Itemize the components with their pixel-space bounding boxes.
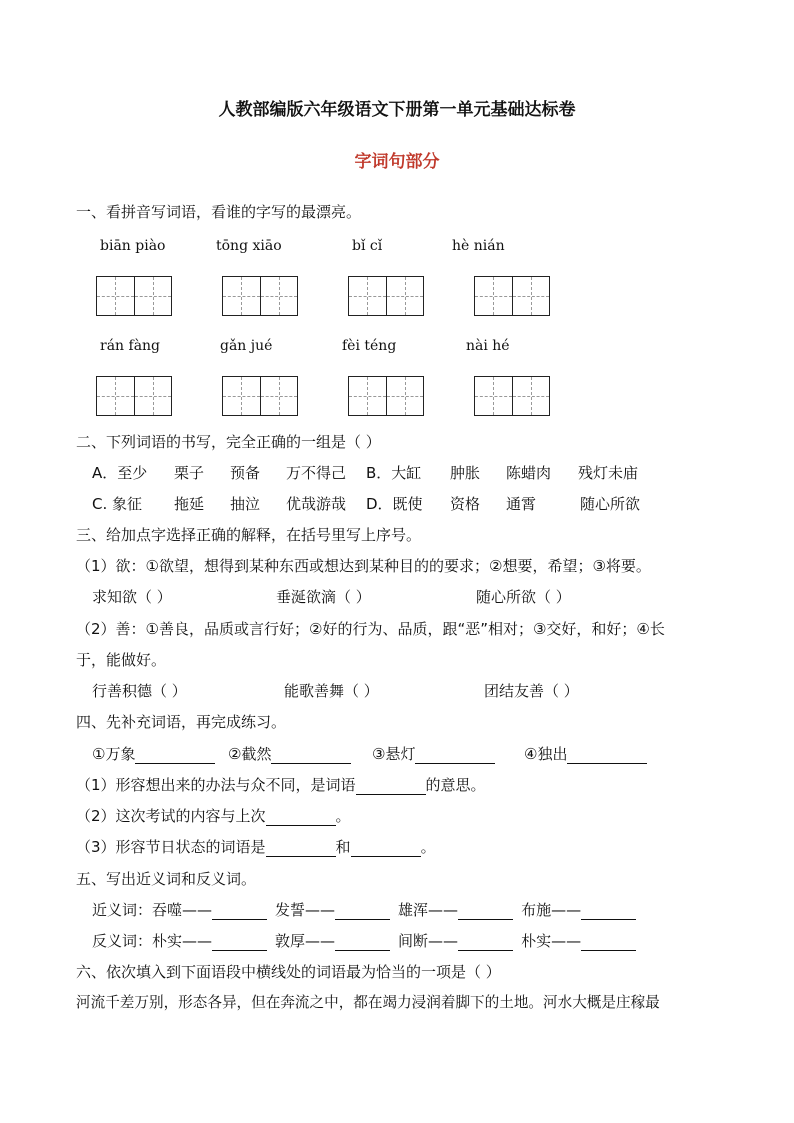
q2-word: 通霄	[506, 495, 537, 513]
row-label: 近义词：	[92, 901, 153, 919]
q2-heading: 二、下列词语的书写，完全正确的一组是（ ）	[76, 433, 381, 451]
q2-word: 陈蜡肉	[506, 464, 552, 482]
answer-blank[interactable]	[212, 903, 267, 920]
answer-blank[interactable]	[335, 903, 390, 920]
q4-heading: 四、先补充词语，再完成练习。	[76, 713, 287, 731]
page-title: 人教部编版六年级语文下册第一单元基础达标卷	[218, 100, 576, 120]
pinyin-label: rán fàng	[100, 338, 161, 354]
q2-word: 万不得己	[286, 464, 347, 482]
q5-heading: 五、写出近义词和反义词。	[76, 870, 257, 888]
section-subtitle: 字词句部分	[354, 152, 440, 172]
q4-word: ③悬灯	[372, 745, 416, 763]
pinyin-label: tōng xiāo	[216, 238, 282, 254]
q4-fill-item	[92, 744, 215, 764]
q3-part2-line1: （2）善：①善良，品质或言行好；②好的行为、品质，跟“恶”相对；③交好，和好；④长	[76, 620, 665, 638]
writing-grid[interactable]	[96, 376, 172, 416]
q4-fill-item	[228, 744, 351, 764]
q4-fill-item	[372, 744, 495, 764]
answer-blank[interactable]	[581, 934, 636, 951]
q2-word: 肿胀	[450, 464, 481, 482]
q3-item[interactable]: 随心所欲（ ）	[476, 588, 571, 606]
writing-grid[interactable]	[348, 276, 424, 316]
writing-grid[interactable]	[348, 376, 424, 416]
answer-blank[interactable]	[335, 934, 390, 951]
q2-option-d: D．既使	[366, 495, 423, 513]
q5-word: 布施——	[521, 901, 582, 919]
q5-word: 间断——	[398, 932, 459, 950]
writing-grid[interactable]	[96, 276, 172, 316]
pinyin-label: nài hé	[466, 338, 510, 354]
answer-blank[interactable]	[266, 809, 336, 826]
q5-word: 雄浑——	[398, 901, 459, 919]
q5-antonym-row	[92, 931, 636, 951]
q5-synonym-row	[92, 900, 636, 920]
answer-blank[interactable]	[266, 840, 336, 857]
sentence-text: 。	[335, 807, 351, 825]
sentence-text: （3）形容节日状态的词语是	[76, 838, 266, 856]
q4-word: ①万象	[92, 745, 136, 763]
q4-fill-item	[524, 744, 647, 764]
pinyin-label: gǎn jué	[220, 338, 273, 354]
q4-sentence-1	[76, 775, 486, 795]
q2-word: 栗子	[174, 464, 205, 482]
q3-item[interactable]: 求知欲（ ）	[92, 588, 172, 606]
row-label: 反义词：	[92, 932, 153, 950]
q2-option-b: B．大缸	[366, 464, 422, 482]
answer-blank[interactable]	[581, 903, 636, 920]
answer-blank[interactable]	[271, 747, 351, 764]
q4-word: ②截然	[228, 745, 272, 763]
q3-heading: 三、给加点字选择正确的解释，在括号里写上序号。	[76, 526, 422, 544]
q5-word: 敦厚——	[275, 932, 336, 950]
q6-passage: 河流千差万别，形态各异，但在奔流之中，都在竭力浸润着脚下的土地。河水大概是庄稼最	[76, 994, 660, 1011]
pinyin-label: fèi téng	[342, 338, 397, 354]
q4-sentence-3	[76, 837, 436, 857]
q3-part1: （1）欲：①欲望，想得到某种东西或想达到某种目的的要求；②想要，希望；③将要。	[76, 557, 651, 575]
q1-heading: 一、看拼音写词语，看谁的字写的最漂亮。	[76, 203, 362, 221]
q2-word: 随心所欲	[580, 495, 641, 513]
sentence-text: （2）这次考试的内容与上次	[76, 807, 266, 825]
q5-word: 吞噬——	[152, 901, 213, 919]
q4-word: ④独出	[524, 745, 568, 763]
q5-word: 朴实——	[521, 932, 582, 950]
answer-blank[interactable]	[567, 747, 647, 764]
q2-word: 资格	[450, 495, 481, 513]
sentence-text: 。	[420, 838, 436, 856]
writing-grid[interactable]	[474, 276, 550, 316]
writing-grid[interactable]	[474, 376, 550, 416]
pinyin-label: biān piào	[100, 238, 166, 254]
answer-blank[interactable]	[135, 747, 215, 764]
q2-word: 残灯未庙	[578, 464, 639, 482]
q3-item[interactable]: 能歌善舞（ ）	[284, 682, 379, 700]
answer-blank[interactable]	[458, 934, 513, 951]
answer-blank[interactable]	[356, 778, 426, 795]
pinyin-label: hè nián	[452, 238, 505, 254]
q2-word: 拖延	[174, 495, 205, 513]
q2-word: 抽泣	[230, 495, 261, 513]
answer-blank[interactable]	[415, 747, 495, 764]
answer-blank[interactable]	[351, 840, 421, 857]
q2-word: 优哉游哉	[286, 495, 347, 513]
sentence-text: 的意思。	[425, 776, 486, 794]
q6-heading: 六、依次填入到下面语段中横线处的词语最为恰当的一项是（ ）	[76, 963, 501, 981]
q3-part2-line2: 于，能做好。	[76, 651, 167, 669]
q2-word: 预备	[230, 464, 261, 482]
q4-sentence-2	[76, 806, 351, 826]
q2-option-c: C. 象征	[92, 495, 143, 513]
q5-word: 朴实——	[152, 932, 213, 950]
writing-grid[interactable]	[222, 376, 298, 416]
q5-word: 发誓——	[275, 901, 336, 919]
sentence-text: 和	[335, 838, 351, 856]
answer-blank[interactable]	[212, 934, 267, 951]
q3-item[interactable]: 行善积德（ ）	[92, 682, 187, 700]
sentence-text: （1）形容想出来的办法与众不同，是词语	[76, 776, 356, 794]
answer-blank[interactable]	[458, 903, 513, 920]
q3-item[interactable]: 垂涎欲滴（ ）	[276, 588, 371, 606]
q2-option-a: A．至少	[92, 464, 148, 482]
pinyin-label: bǐ cǐ	[352, 238, 383, 254]
q3-item[interactable]: 团结友善（ ）	[484, 682, 579, 700]
writing-grid[interactable]	[222, 276, 298, 316]
